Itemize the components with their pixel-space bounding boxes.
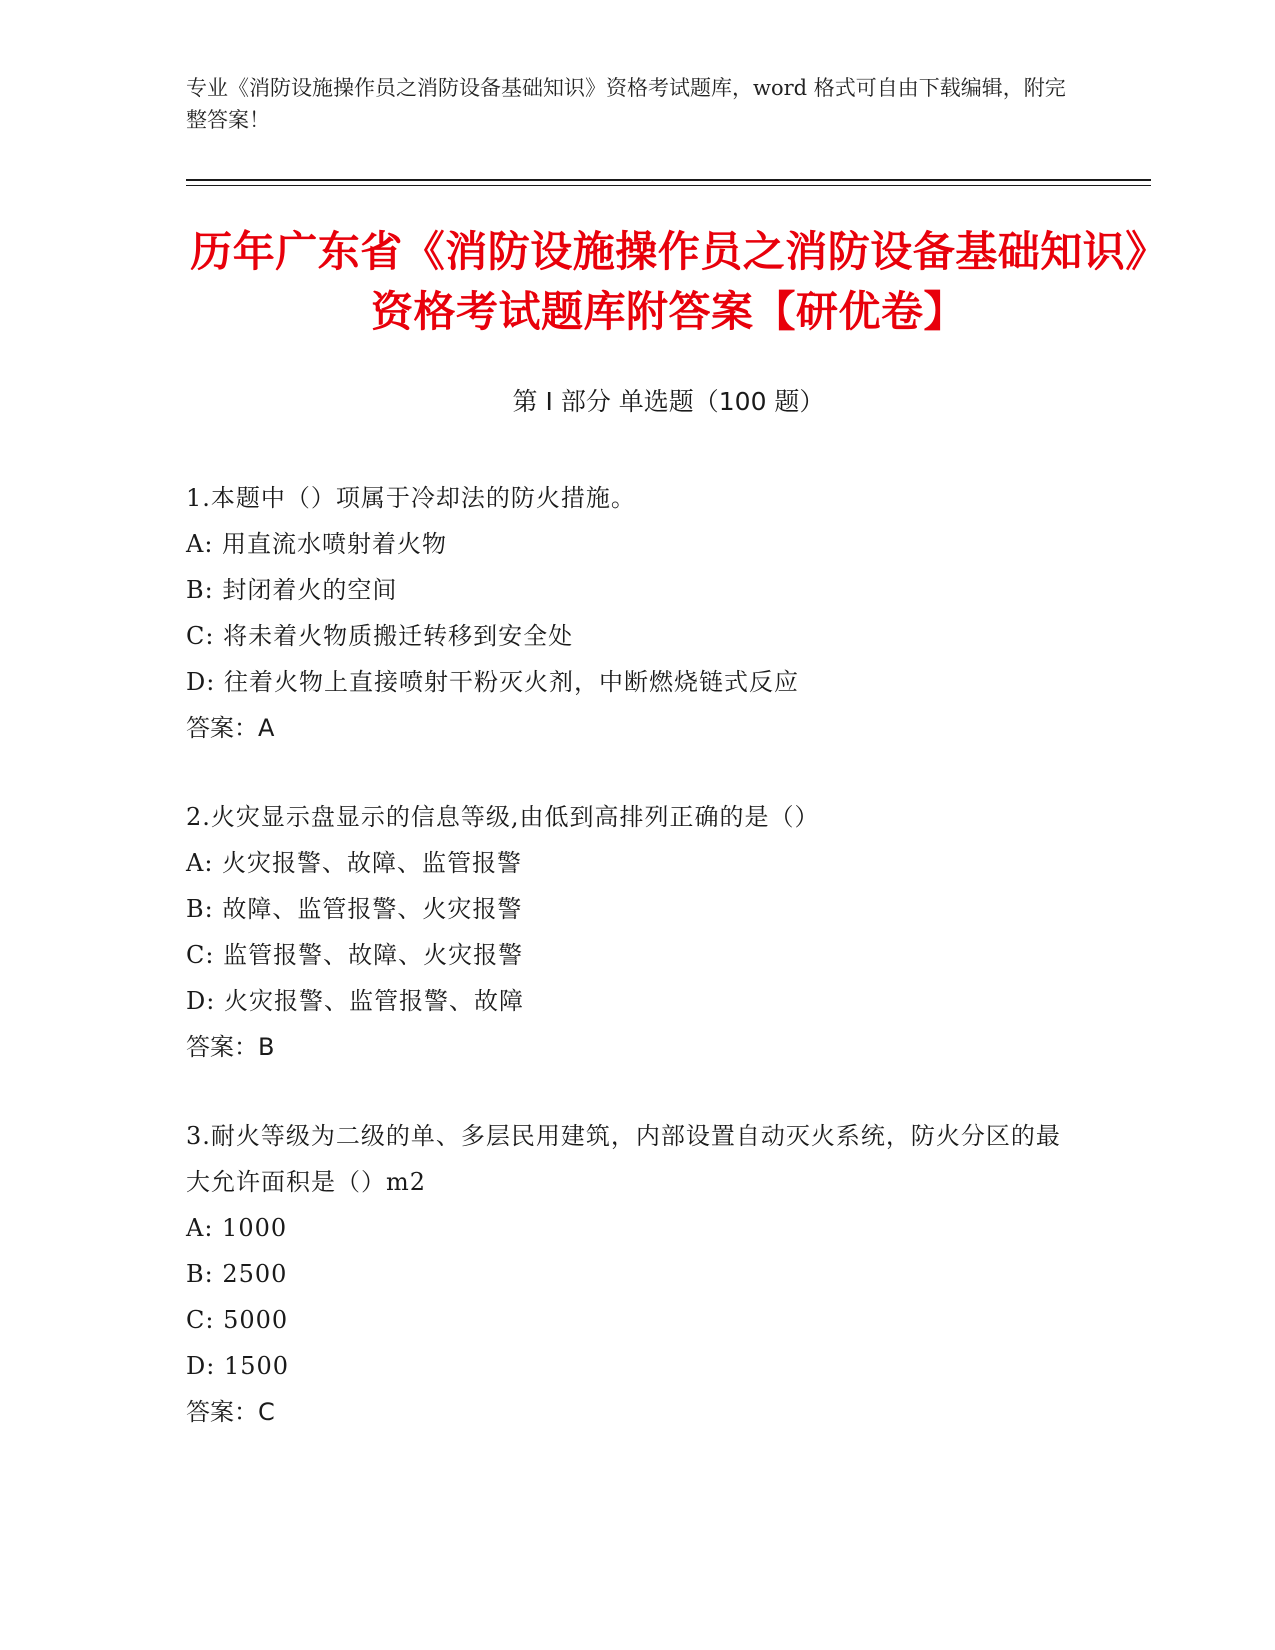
section-title: 第 I 部分 单选题（100 题） xyxy=(512,387,825,416)
question-stem: 3.耐火等级为二级的单、多层民用建筑，内部设置自动灭火系统，防火分区的最大允许面积是（）m2 xyxy=(186,1122,1061,1196)
option-b: B: 封闭着火的空间 xyxy=(186,576,398,604)
question-3 xyxy=(186,1113,1086,1435)
header-note: 专业《消防设施操作员之消防设备基础知识》资格考试题库，word 格式可自由下载编辑，附完整答案！ xyxy=(186,76,1066,132)
option-a: A: 1000 xyxy=(186,1214,288,1242)
header-divider-thick xyxy=(186,179,1151,181)
option-b: B: 故障、监管报警、火灾报警 xyxy=(186,895,523,923)
option-a: A: 火灾报警、故障、监管报警 xyxy=(186,849,523,877)
answer-line: 答案：C xyxy=(186,1398,275,1426)
question-stem: 2.火灾显示盘显示的信息等级,由低到高排列正确的是（） xyxy=(186,803,820,831)
answer-line: 答案：B xyxy=(186,1033,275,1061)
option-d: D: 往着火物上直接喷射干粉灭火剂，中断燃烧链式反应 xyxy=(186,668,799,696)
document-title: 历年广东省《消防设施操作员之消防设备基础知识》资格考试题库附答案【研优卷】 xyxy=(190,227,1147,336)
answer-line: 答案：A xyxy=(186,714,275,742)
option-c: C: 5000 xyxy=(186,1306,289,1334)
option-d: D: 火灾报警、监管报警、故障 xyxy=(186,987,524,1015)
question-2 xyxy=(186,794,1086,1070)
header-divider-thin xyxy=(186,185,1151,186)
option-c: C: 监管报警、故障、火灾报警 xyxy=(186,941,524,969)
option-c: C: 将未着火物质搬迁转移到安全处 xyxy=(186,622,574,650)
question-stem: 1.本题中（）项属于冷却法的防火措施。 xyxy=(186,484,636,512)
option-d: D: 1500 xyxy=(186,1352,290,1380)
question-list xyxy=(186,475,1086,1478)
option-a: A: 用直流水喷射着火物 xyxy=(186,530,448,558)
question-1 xyxy=(186,475,1086,751)
option-b: B: 2500 xyxy=(186,1260,288,1288)
